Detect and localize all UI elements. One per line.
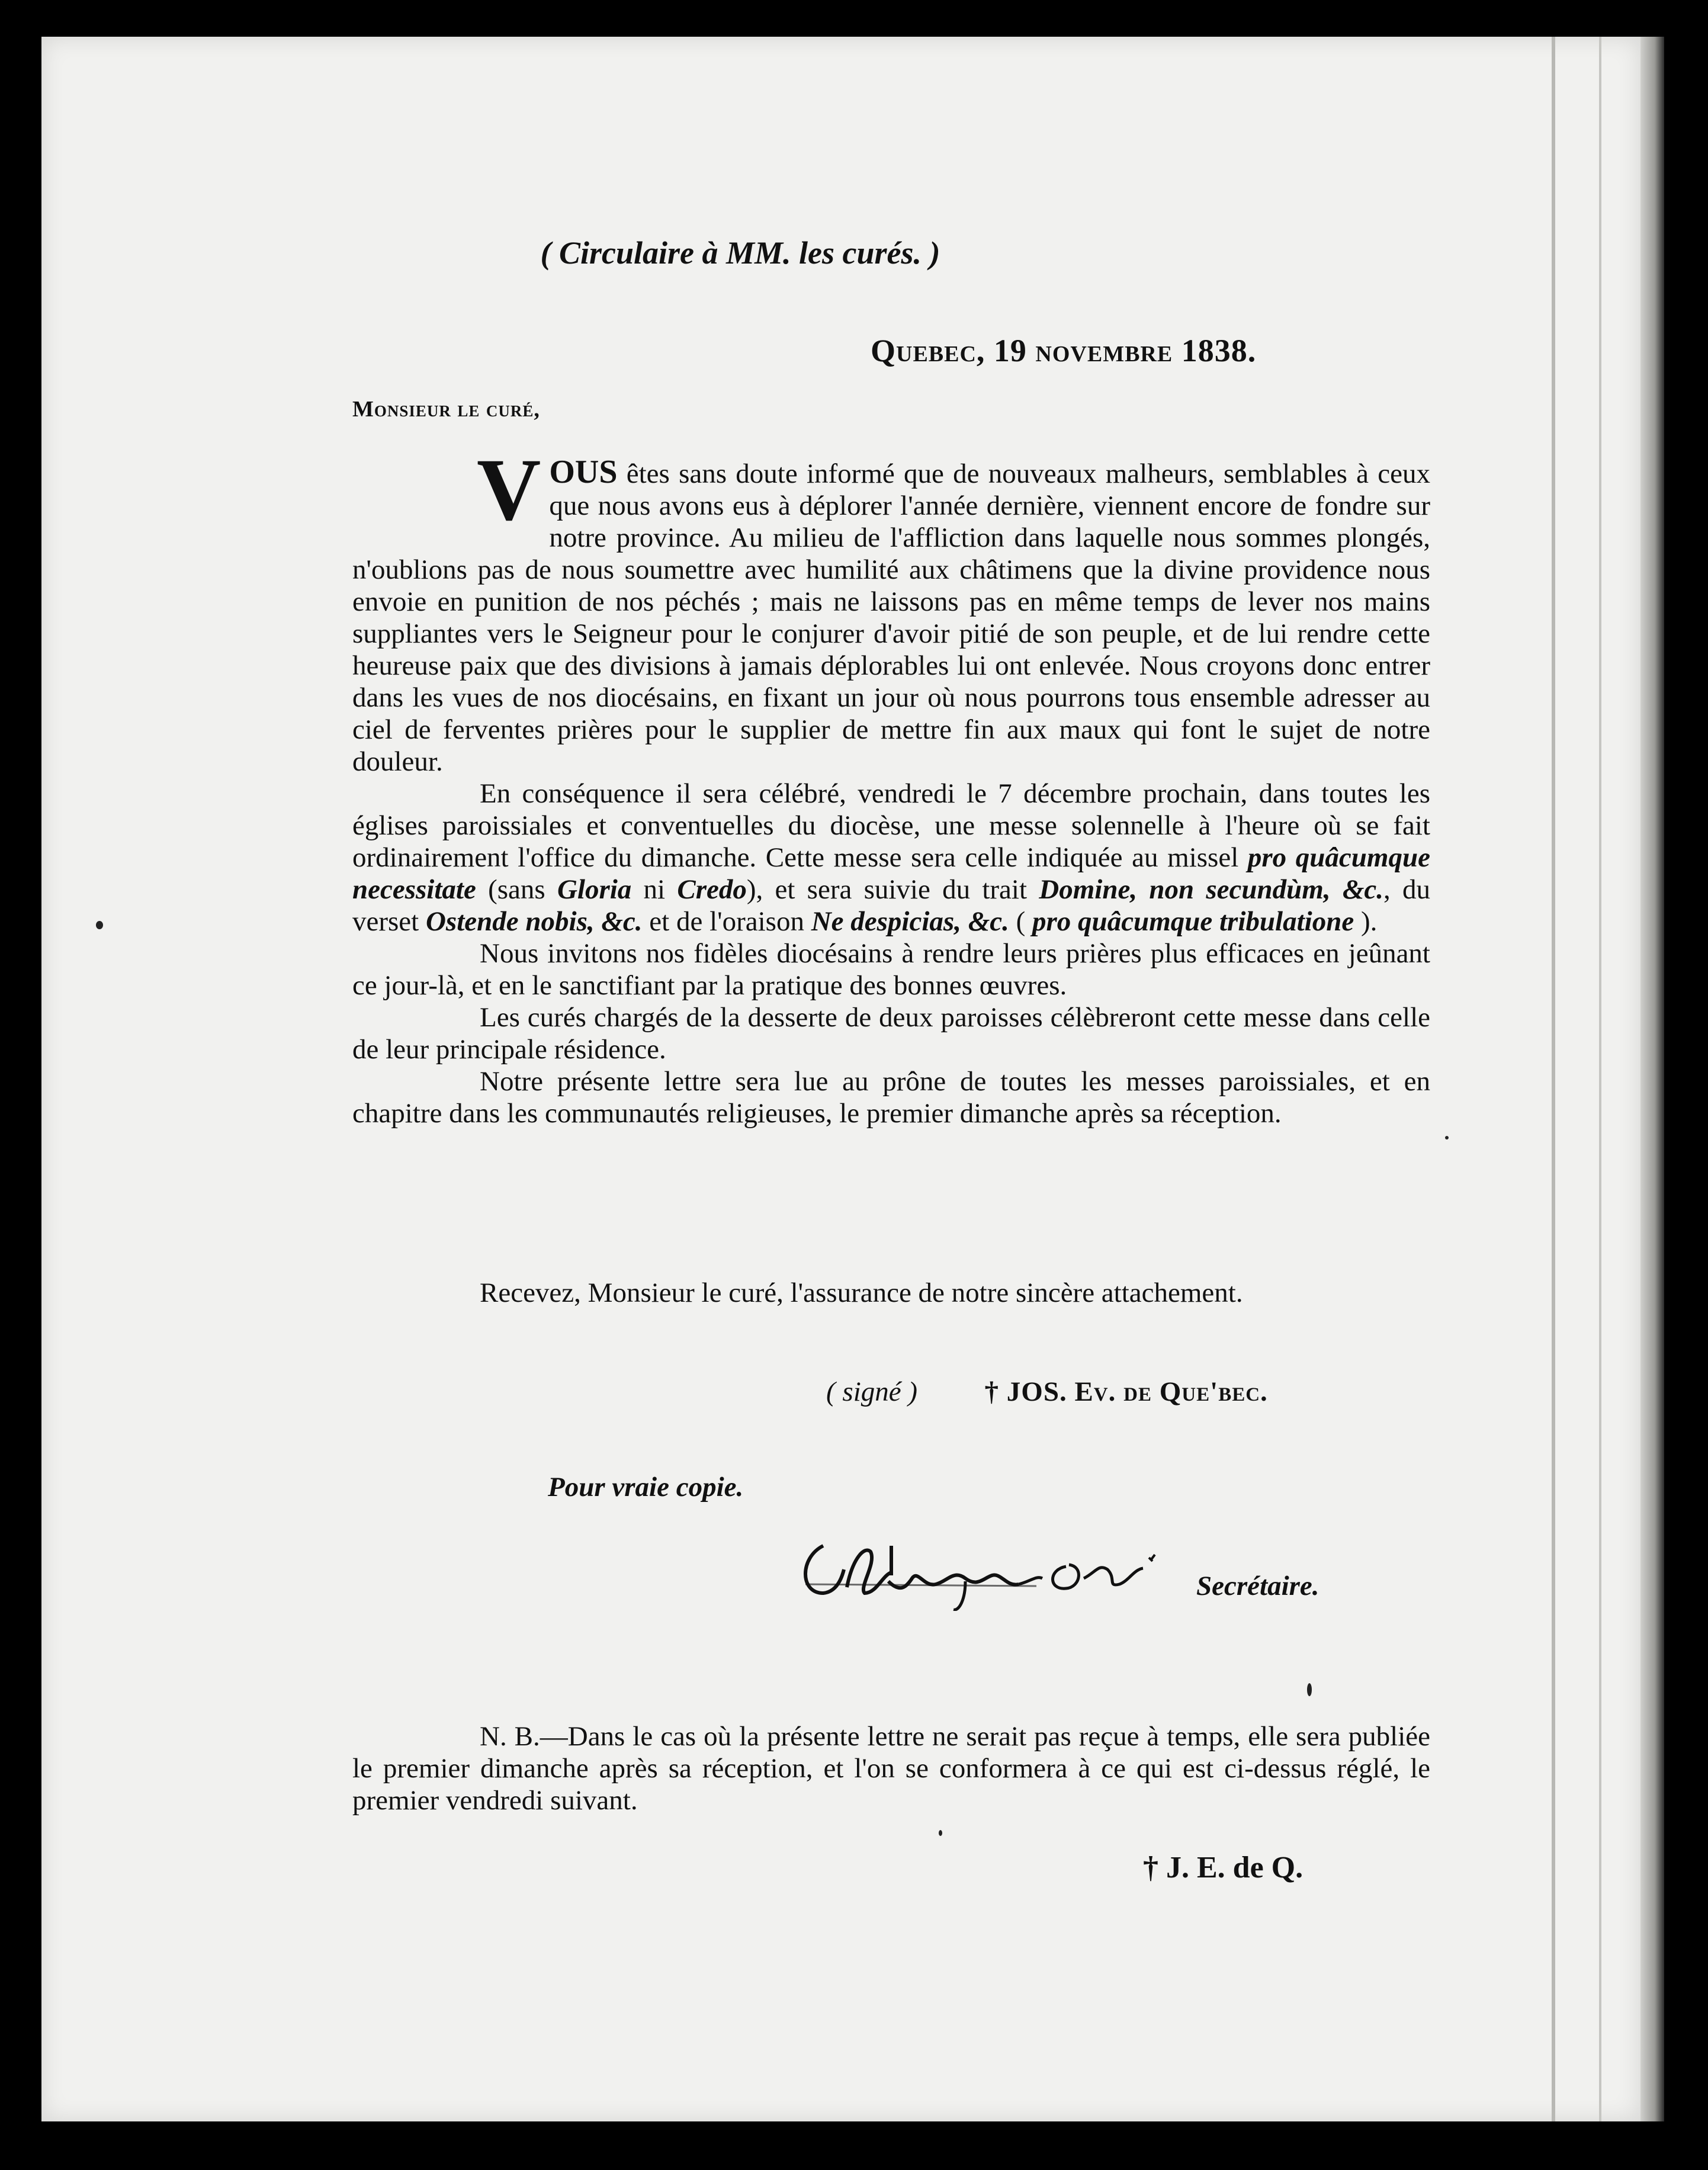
p2-a: En conséquence il sera célébré, vendredi le 7 décembre prochain, dans toutes les églises paroissiales et conventuelles du diocèse, une messe solennelle à l'heure où se fait ordinairement l'office du dimanche. Cette messe sera celle indiquée au missel	[352, 778, 1430, 873]
handwritten-signature	[788, 1522, 1202, 1611]
p2-g: ), et sera suivie du trait	[746, 874, 1039, 905]
secretary-title: Secrétaire.	[1196, 1571, 1319, 1601]
drop-cap: V	[477, 441, 541, 539]
ink-speck	[96, 921, 103, 929]
p2-b: pro quâcumque necessitate	[352, 842, 1430, 905]
ink-speck	[1445, 1136, 1449, 1139]
signature-scribble	[788, 1522, 1202, 1611]
p2-f: Credo	[677, 874, 747, 905]
p2-j: Ostende nobis, &c.	[425, 906, 643, 937]
salutation: Monsieur le curé,	[352, 397, 540, 422]
page-fold-line	[1552, 37, 1555, 2121]
dateline	[871, 335, 1256, 367]
paragraph-1	[352, 441, 1430, 778]
drop-cap-rest: OUS	[549, 454, 618, 490]
signature-line	[826, 1378, 1268, 1406]
p2-m: (	[1009, 906, 1033, 937]
ink-speck	[939, 1830, 942, 1836]
p2-c: (sans	[476, 874, 557, 905]
ink-speck	[1307, 1683, 1312, 1696]
copy-label: Pour vraie copie.	[548, 1472, 744, 1503]
signed-label: ( signé )	[826, 1376, 918, 1407]
signatory-name: † JOS. Ev. de Que'bec.	[984, 1376, 1268, 1407]
paragraph-1-text: êtes sans doute informé que de nouveaux malheurs, semblables à ceux que nous avons eus à déplorer l'année dernière, viennent encore de fondre sur notre province. Au milieu de l'affliction dans laquelle nous sommes plongés, n'oublions pas de nous soumettre avec humilité aux châtimens que la divine providence nous envoie en punition de nos péchés ; mais ne laissons pas en même temps de lever nos mains suppliantes vers le Seigneur pour le conjurer d'avoir pitié de son peuple, et de lui rendre cette heureuse paix que des divisions à jamais déplorables lui ont enlevée. Nous croyons donc entrer dans les vues de nos diocésains, en fixant un jour où nous pourrons tous ensemble adresser au ciel de ferventes prières pour le supplier de mettre fin aux maux qui font le sujet de notre douleur.	[352, 458, 1430, 777]
nota-bene	[352, 1720, 1430, 1816]
paragraph-2	[352, 778, 1430, 938]
p2-l: Ne despicias, &c.	[811, 906, 1009, 937]
p2-n: pro quâcumque tribulatione	[1032, 906, 1354, 937]
p2-d: Gloria	[557, 874, 632, 905]
letter-body	[352, 441, 1431, 1129]
page-fold-line-2	[1599, 37, 1601, 2121]
circular-heading: ( Circulaire à MM. les curés. )	[540, 235, 940, 271]
paragraph-4: Les curés chargés de la desserte de deux paroisses célèbreront cette messe dans celle de leur principale résidence.	[352, 1002, 1430, 1065]
closing-initials: † J. E. de Q.	[1143, 1851, 1304, 1885]
paragraph-5: Notre présente lettre sera lue au prône de toutes les messes paroissiales, et en chapitre dans les communautés religieuses, le premier dimanche après sa réception.	[352, 1066, 1430, 1129]
p2-i: , du verset	[352, 874, 1431, 937]
p2-e: ni	[631, 874, 678, 905]
nb-text: N. B.—Dans le cas où la présente lettre ne serait pas reçue à temps, elle sera publiée le premier dimanche après sa réception, et l'on se conformera à ce qui est ci-dessus réglé, le premier vendredi suivant.	[352, 1721, 1430, 1816]
p2-k: et de l'oraison	[642, 906, 811, 937]
p2-o: ).	[1354, 906, 1378, 937]
p2-h: Domine, non secundùm, &c.	[1039, 874, 1384, 905]
paragraph-3: Nous invitons nos fidèles diocésains à rendre leurs prières plus efficaces en jeûnant ce jour-là, et en le sanctifiant par la pratique des bonnes œuvres.	[352, 938, 1430, 1001]
closing-line: Recevez, Monsieur le curé, l'assurance de notre sincère attachement.	[480, 1277, 1243, 1308]
page-edge	[1640, 37, 1664, 2121]
dateline-text: Quebec, 19 novembre 1838.	[871, 333, 1257, 368]
